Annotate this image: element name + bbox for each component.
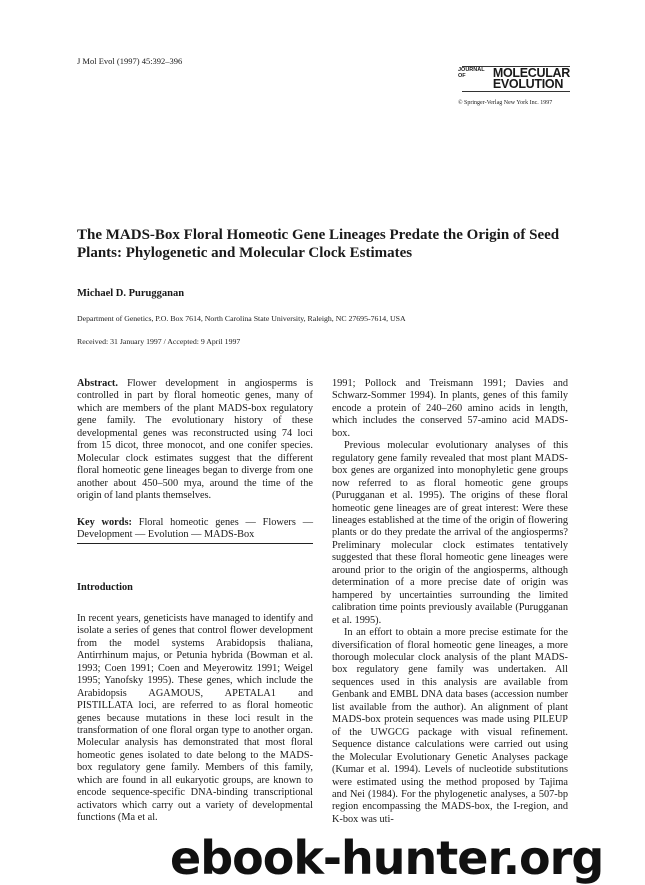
author-affiliation: Department of Genetics, P.O. Box 7614, North Carolina State University, Raleigh, NC 27695-7614, USA — [77, 314, 406, 323]
keywords-block — [77, 517, 313, 545]
logo-rule-bottom — [462, 91, 570, 92]
copyright-notice: © Springer-Verlag New York Inc. 1997 — [458, 100, 553, 106]
keywords — [77, 517, 313, 542]
journal-logo — [458, 66, 570, 92]
logo-word-molecular: MOLECULAR — [492, 66, 570, 80]
author-name: Michael D. Purugganan — [77, 288, 185, 299]
intro-paragraph-continued: 1991; Pollock and Treismann 1991; Davies and Schwarz-Sommer 1994). In plants, genes of this family encode a protein of 240–260 amino acids in length, which includes the conserved 57-amino acid MADS-box. — [332, 378, 568, 439]
keywords-text: Floral homeotic genes — Flowers — Development — Evolution — MADS-Box — [77, 516, 313, 540]
abstract-text: Flower development in angiosperms is controlled in part by floral homeotic genes, many of which are members of the plant MADS-box regulatory gene family. The evolutionary history of these developmental genes was reconstructed using 74 loci from 15 dicot, three monocot, and one conifer species. Molecular clock estimates suggest that the different floral homeotic gene lineages began to diverge from one another about 450–500 mya, around the time of the origin of land plants themselves. — [77, 378, 314, 502]
received-dates: Received: 31 January 1997 / Accepted: 9 April 1997 — [77, 337, 241, 346]
journal-citation: J Mol Evol (1997) 45:392–396 — [77, 56, 183, 66]
abstract-label: Abstract. — [77, 378, 118, 389]
left-column — [77, 378, 313, 825]
logo-word-evolution: EVOLUTION — [492, 76, 564, 91]
section-heading-introduction: Introduction — [77, 582, 133, 594]
intro-paragraph: In recent years, geneticists have managed to identify and isolate a series of genes that control flower development from the model systems Arabidopsis thaliana, Antirrhinum majus, or Petunia hybrida (Bowman et al. 1993; Coen 1991; Coen and Meyerowitz 1991; Weigel 1995; Yanofsky 1995). These genes, which include the Arabidopsis AGAMOUS, APETALA1 and PISTILLATA loci, are referred to as floral homeotic genes because mutations in these loci result in the transformation of one floral organ type to another organ. Molecular analysis has demonstrated that most floral homeotic genes isolated to date belong to the MADS-box regulatory gene family. Members of this family, which are found in all eukaryotic groups, are known to encode sequence-specific DNA-binding transcriptional activators which carry out a variety of developmental functions (Ma et al. — [77, 612, 313, 824]
intro-paragraph-previous-analyses: Previous molecular evolutionary analyses of this regulatory gene family revealed that most plant MADS-box genes are organized into monophyletic gene groups now referred to as floral homeotic gene groups (Purugganan et al. 1995). The origins of these floral homeotic gene lineages are of great interest: Were these lineages established at the time of the origin of flowering plants or do they predate the arrival of the angiosperms? Preliminary molecular clock estimates tentatively suggested that these floral homeotic gene lineages were around prior to the origin of the angiosperms, although determination of a more precise date of origin was hampered by uncertainties surrounding the limited calibration time points previously available (Purugganan et al. 1995). — [332, 440, 568, 626]
intro-paragraph-methods: In an effort to obtain a more precise estimate for the diversification of floral homeotic gene lineages, a more thorough molecular clock analysis of the plant MADS-box regulatory gene family was undertaken. All sequences used in this analysis are available from Genbank and EMBL DNA data bases (accession number list available from the author). An alignment of plant MADS-box protein sequences was made using PILEUP of the UWGCG package with visual refinement. Sequence distance calculations were carried out using the Molecular Evolutionary Genetic Analyses package (Kumar et al. 1994). Levels of nucleotide substitutions were estimated using the method proposed by Tajima and Nei (1984). For the phylogenetic analyses, a 507-bp region encompassing the MADS-box, the I-region, and K-box was uti- — [332, 627, 568, 825]
keywords-label: Key words: — [77, 516, 132, 528]
abstract — [77, 378, 313, 503]
article-title: The MADS-Box Floral Homeotic Gene Lineages Predate the Origin of Seed Plants: Phylogenetic and Molecular Clock Estimates — [77, 227, 560, 261]
watermark: ebook-hunter.org — [170, 831, 604, 885]
keywords-rule — [77, 543, 313, 544]
right-column — [332, 378, 568, 826]
logo-journal-of: JOURNAL OF — [458, 67, 485, 79]
